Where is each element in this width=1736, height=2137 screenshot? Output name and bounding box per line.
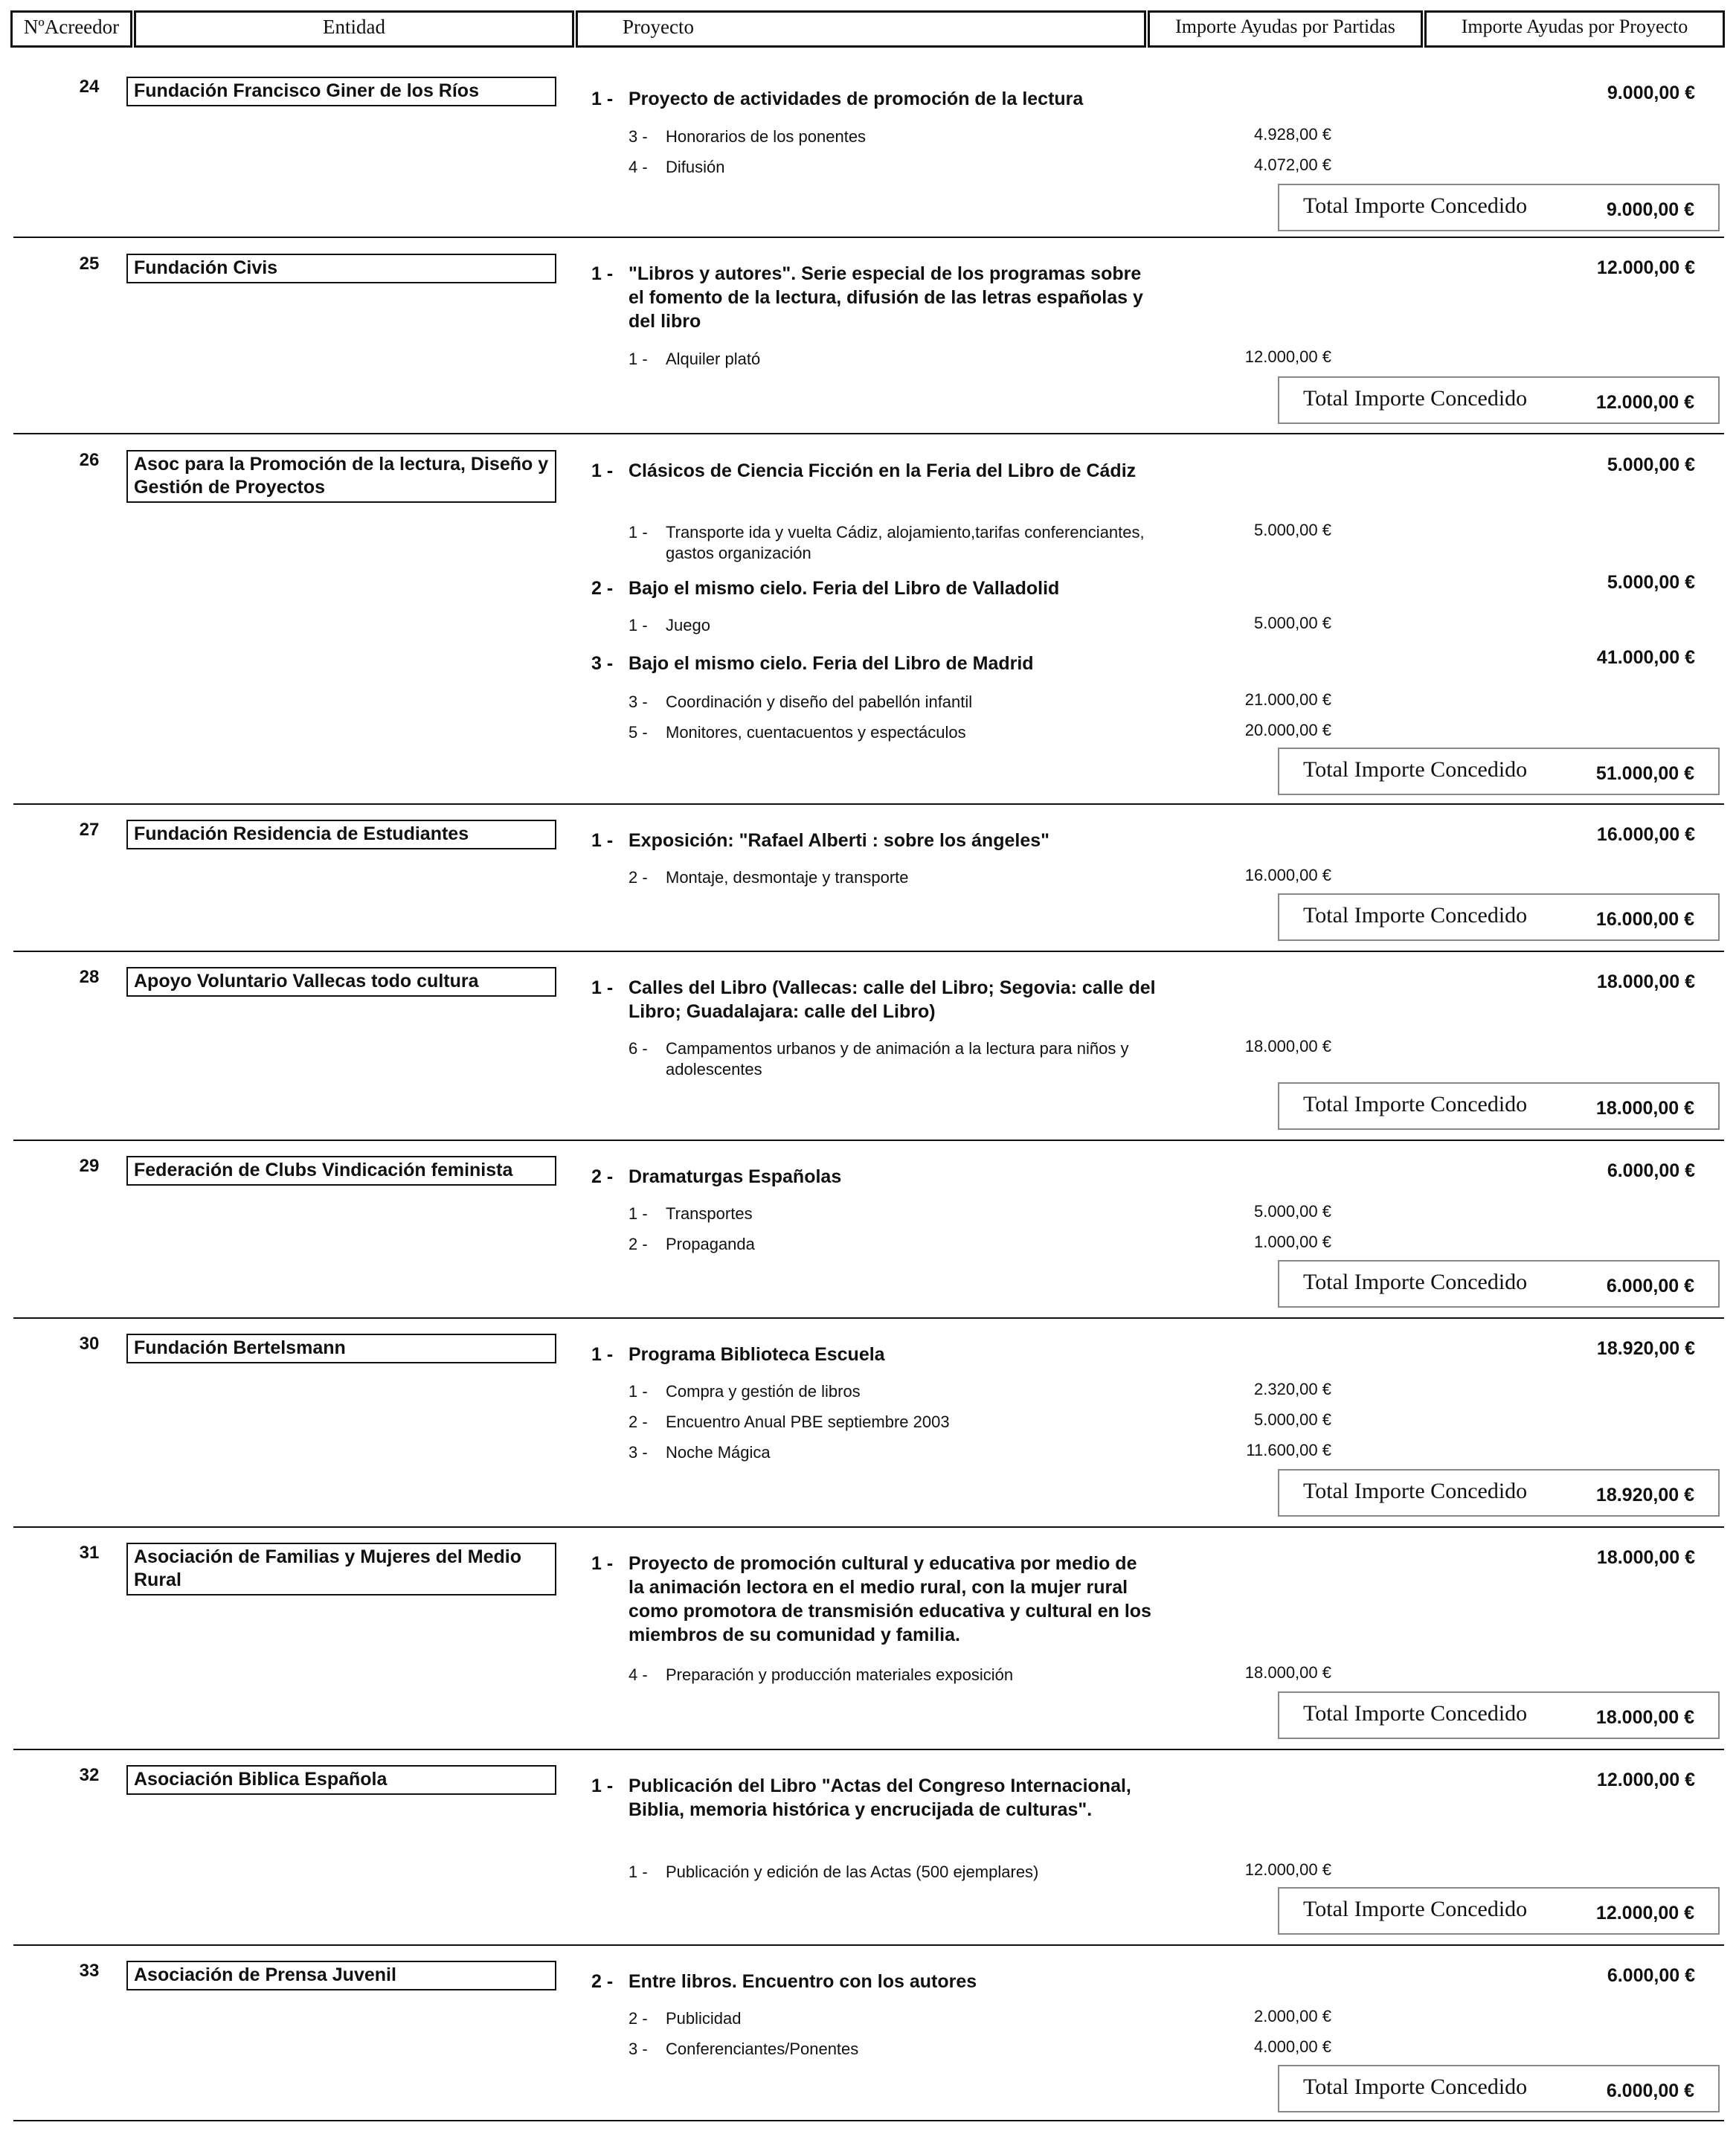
partida-number: 2 - — [629, 1413, 648, 1431]
project-number: 1 - — [591, 977, 614, 998]
project-amount: 18.000,00 € — [1596, 971, 1695, 992]
project-text: Publicación del Libro "Actas del Congreso Internacional, Biblia, memoria histórica y encrucijada de culturas". — [629, 1776, 1131, 1820]
partida-number: 3 - — [629, 692, 648, 711]
total-box — [1278, 1082, 1720, 1130]
partida-amount: 16.000,00 € — [1244, 866, 1331, 884]
partida-amount: 18.000,00 € — [1244, 1663, 1331, 1682]
partida-amount: 12.000,00 € — [1244, 347, 1331, 366]
entry-divider — [13, 803, 1724, 805]
entry-divider — [13, 1317, 1724, 1319]
entity-name: Asociación Biblica Española — [126, 1765, 556, 1795]
project-number: 1 - — [591, 263, 614, 284]
partida-text: Monitores, cuentacuentos y espectáculos — [666, 723, 966, 742]
project-number: 1 - — [591, 830, 614, 851]
acreedor-number: 25 — [79, 254, 100, 274]
acreedor-number: 26 — [79, 450, 100, 470]
partida-number: 3 - — [629, 127, 648, 146]
project-amount: 9.000,00 € — [1607, 83, 1695, 103]
total-box — [1278, 1469, 1720, 1517]
total-amount: 18.000,00 € — [1595, 1098, 1694, 1119]
partida-amount: 4.072,00 € — [1254, 155, 1331, 174]
project-text: Programa Biblioteca Escuela — [629, 1344, 885, 1365]
project-text: "Libros y autores". Serie especial de los programas sobre el fomento de la lectura, difusión de las letras españolas y del libro — [629, 263, 1143, 332]
project-number: 1 - — [591, 1776, 614, 1796]
partida-amount: 21.000,00 € — [1244, 690, 1331, 709]
partida-amount: 2.000,00 € — [1254, 2007, 1331, 2025]
project-amount: 41.000,00 € — [1596, 647, 1695, 668]
total-amount: 16.000,00 € — [1595, 909, 1694, 930]
total-amount: 51.000,00 € — [1595, 763, 1694, 784]
entity-name: Fundación Francisco Giner de los Ríos — [126, 77, 556, 106]
total-label: Total Importe Concedido — [1303, 193, 1528, 218]
entity-name: Apoyo Voluntario Vallecas todo cultura — [126, 967, 556, 997]
acreedor-number: 31 — [79, 1543, 100, 1563]
total-box — [1278, 184, 1720, 231]
entry-divider — [13, 2120, 1724, 2121]
partida-amount: 5.000,00 € — [1254, 1410, 1331, 1429]
project-text: Bajo el mismo cielo. Feria del Libro de Valladolid — [629, 578, 1060, 599]
project-number: 1 - — [591, 1344, 614, 1365]
acreedor-number: 33 — [79, 1961, 100, 1981]
entity-name: Fundación Bertelsmann — [126, 1334, 556, 1363]
total-amount: 6.000,00 € — [1606, 2080, 1694, 2101]
partida-text: Honorarios de los ponentes — [666, 127, 867, 146]
partida-line — [629, 349, 1164, 370]
entity-name: Federación de Clubs Vindicación feminista — [126, 1156, 556, 1186]
total-amount: 18.920,00 € — [1595, 1485, 1694, 1505]
project-amount: 12.000,00 € — [1596, 1770, 1695, 1790]
acreedor-number: 24 — [79, 77, 100, 97]
project-text: Proyecto de actividades de promoción de la lectura — [629, 89, 1084, 109]
partida-text: Preparación y producción materiales exposición — [666, 1665, 1014, 1684]
project-amount: 16.000,00 € — [1596, 824, 1695, 845]
partida-text: Compra y gestión de libros — [666, 1382, 861, 1401]
total-amount: 12.000,00 € — [1595, 392, 1694, 413]
acreedor-number: 30 — [79, 1334, 100, 1354]
total-box — [1278, 1260, 1720, 1308]
project-text: Dramaturgas Españolas — [629, 1166, 842, 1187]
partida-amount: 12.000,00 € — [1244, 1860, 1331, 1879]
project-amount: 6.000,00 € — [1607, 1965, 1695, 1986]
partida-line — [629, 722, 1164, 743]
partida-amount: 1.000,00 € — [1254, 1233, 1331, 1251]
project-number: 1 - — [591, 89, 614, 109]
total-box — [1278, 893, 1720, 941]
header-partidas: Importe Ayudas por Partidas — [1148, 10, 1423, 48]
total-amount: 6.000,00 € — [1606, 1276, 1694, 1296]
project-number: 2 - — [591, 578, 614, 599]
entry-divider — [13, 1944, 1724, 1946]
project-amount: 12.000,00 € — [1596, 257, 1695, 278]
project-amount: 5.000,00 € — [1607, 572, 1695, 593]
entry-divider — [13, 951, 1724, 952]
total-label: Total Importe Concedido — [1303, 1270, 1528, 1294]
partida-line — [629, 1665, 1164, 1686]
acreedor-number: 29 — [79, 1156, 100, 1176]
entity-name: Fundación Civis — [126, 254, 556, 283]
partida-line — [629, 522, 1164, 564]
partida-text: Publicación y edición de las Actas (500 ejemplares) — [666, 1863, 1039, 1881]
project-amount: 5.000,00 € — [1607, 454, 1695, 475]
header-acreedor: NºAcreedor — [10, 10, 132, 48]
entity-name: Asoc para la Promoción de la lectura, Diseño y Gestión de Proyectos — [126, 450, 556, 503]
partida-number: 1 - — [629, 1204, 648, 1223]
partida-number: 1 - — [629, 616, 648, 634]
project-amount: 18.920,00 € — [1596, 1338, 1695, 1359]
project-title — [591, 652, 1157, 675]
project-title — [591, 1970, 1157, 1993]
total-box — [1278, 748, 1720, 795]
project-title — [591, 829, 1157, 852]
partida-number: 1 - — [629, 1863, 648, 1881]
acreedor-number: 28 — [79, 967, 100, 987]
project-title — [591, 1343, 1157, 1366]
partida-line — [629, 1038, 1164, 1080]
partida-line — [629, 615, 1164, 636]
header-proyecto-amount: Importe Ayudas por Proyecto — [1424, 10, 1725, 48]
acreedor-number: 27 — [79, 820, 100, 840]
partida-line — [629, 1412, 1164, 1433]
entry-divider — [13, 1140, 1724, 1141]
partida-number: 1 - — [629, 523, 648, 542]
project-title — [591, 976, 1157, 1023]
project-number: 3 - — [591, 653, 614, 674]
entry-divider — [13, 237, 1724, 238]
project-amount: 18.000,00 € — [1596, 1547, 1695, 1568]
partida-text: Coordinación y diseño del pabellón infantil — [666, 692, 973, 711]
entity-name: Asociación de Familias y Mujeres del Medio Rural — [126, 1543, 556, 1595]
project-title — [591, 1165, 1157, 1189]
partida-amount: 5.000,00 € — [1254, 614, 1331, 632]
partida-amount: 11.600,00 € — [1246, 1441, 1331, 1459]
partida-line — [629, 157, 1164, 178]
total-amount: 18.000,00 € — [1595, 1707, 1694, 1728]
project-text: Bajo el mismo cielo. Feria del Libro de Madrid — [629, 653, 1034, 674]
partida-amount: 2.320,00 € — [1254, 1380, 1331, 1398]
partida-text: Encuentro Anual PBE septiembre 2003 — [666, 1413, 950, 1431]
partida-number: 1 - — [629, 1382, 648, 1401]
partida-text: Noche Mágica — [666, 1443, 771, 1462]
header-proyecto: Proyecto — [576, 10, 1146, 48]
partida-line — [629, 1381, 1164, 1402]
project-title — [591, 576, 1157, 600]
partida-line — [629, 867, 1164, 888]
project-title — [591, 1774, 1157, 1822]
partida-text: Montaje, desmontaje y transporte — [666, 868, 909, 887]
total-amount: 12.000,00 € — [1595, 1903, 1694, 1924]
partida-amount: 5.000,00 € — [1254, 521, 1331, 539]
entity-name: Asociación de Prensa Juvenil — [126, 1961, 556, 1990]
partida-number: 2 - — [629, 1235, 648, 1253]
total-label: Total Importe Concedido — [1303, 757, 1528, 782]
acreedor-number: 32 — [79, 1765, 100, 1785]
project-title — [591, 459, 1157, 483]
partida-line — [629, 1204, 1164, 1224]
project-number: 1 - — [591, 1553, 614, 1574]
total-label: Total Importe Concedido — [1303, 1701, 1528, 1726]
partida-text: Conferenciantes/Ponentes — [666, 2040, 859, 2058]
partida-text: Difusión — [666, 158, 725, 176]
partida-text: Publicidad — [666, 2009, 742, 2028]
total-box — [1278, 376, 1720, 424]
partida-amount: 4.000,00 € — [1254, 2037, 1331, 2056]
partida-number: 4 - — [629, 158, 648, 176]
total-box — [1278, 1691, 1720, 1739]
project-text: Clásicos de Ciencia Ficción en la Feria del Libro de Cádiz — [629, 460, 1137, 481]
partida-number: 2 - — [629, 2009, 648, 2028]
partida-number: 3 - — [629, 1443, 648, 1462]
entity-name: Fundación Residencia de Estudiantes — [126, 820, 556, 849]
project-title — [591, 262, 1157, 333]
header-entidad: Entidad — [134, 10, 574, 48]
total-box — [1278, 1887, 1720, 1935]
entry-divider — [13, 1526, 1724, 1528]
partida-amount: 5.000,00 € — [1254, 1202, 1331, 1221]
partida-line — [629, 1234, 1164, 1255]
partida-amount: 4.928,00 € — [1254, 125, 1331, 144]
project-number: 2 - — [591, 1166, 614, 1187]
partida-text: Transporte ida y vuelta Cádiz, alojamiento,tarifas conferenciantes, gastos organización — [666, 523, 1145, 562]
total-amount: 9.000,00 € — [1606, 199, 1694, 220]
partida-amount: 20.000,00 € — [1244, 721, 1331, 739]
total-box — [1278, 2065, 1720, 2112]
project-title — [591, 1552, 1157, 1647]
partida-text: Campamentos urbanos y de animación a la lectura para niños y adolescentes — [666, 1039, 1129, 1079]
partida-text: Juego — [666, 616, 710, 634]
partida-line — [629, 1442, 1164, 1463]
partida-number: 3 - — [629, 2040, 648, 2058]
partida-number: 1 - — [629, 350, 648, 368]
project-number: 1 - — [591, 460, 614, 481]
total-label: Total Importe Concedido — [1303, 903, 1528, 928]
project-text: Entre libros. Encuentro con los autores — [629, 1971, 977, 1992]
partida-number: 6 - — [629, 1039, 648, 1058]
partida-text: Propaganda — [666, 1235, 755, 1253]
project-text: Proyecto de promoción cultural y educativa por medio de la animación lectora en el medio rural, con la mujer rural como promotora de transmisión educativa y cultural en los miembros de su comunidad y familia. — [629, 1553, 1151, 1645]
partida-line — [629, 126, 1164, 147]
entry-divider — [13, 433, 1724, 434]
total-label: Total Importe Concedido — [1303, 1092, 1528, 1116]
partida-line — [629, 1862, 1164, 1883]
total-label: Total Importe Concedido — [1303, 2075, 1528, 2099]
partida-text: Alquiler plató — [666, 350, 761, 368]
project-text: Calles del Libro (Vallecas: calle del Libro; Segovia: calle del Libro; Guadalajara: calle del Libro) — [629, 977, 1156, 1022]
partida-number: 4 - — [629, 1665, 648, 1684]
partida-number: 5 - — [629, 723, 648, 742]
partida-text: Transportes — [666, 1204, 753, 1223]
total-label: Total Importe Concedido — [1303, 1897, 1528, 1921]
partida-amount: 18.000,00 € — [1244, 1037, 1331, 1055]
project-text: Exposición: "Rafael Alberti : sobre los ángeles" — [629, 830, 1049, 851]
total-label: Total Importe Concedido — [1303, 1479, 1528, 1503]
entry-divider — [13, 1749, 1724, 1750]
project-amount: 6.000,00 € — [1607, 1160, 1695, 1181]
project-title — [591, 87, 1157, 111]
partida-line — [629, 692, 1164, 713]
partida-number: 2 - — [629, 868, 648, 887]
partida-line — [629, 2039, 1164, 2060]
project-number: 2 - — [591, 1971, 614, 1992]
total-label: Total Importe Concedido — [1303, 386, 1528, 411]
partida-line — [629, 2008, 1164, 2029]
